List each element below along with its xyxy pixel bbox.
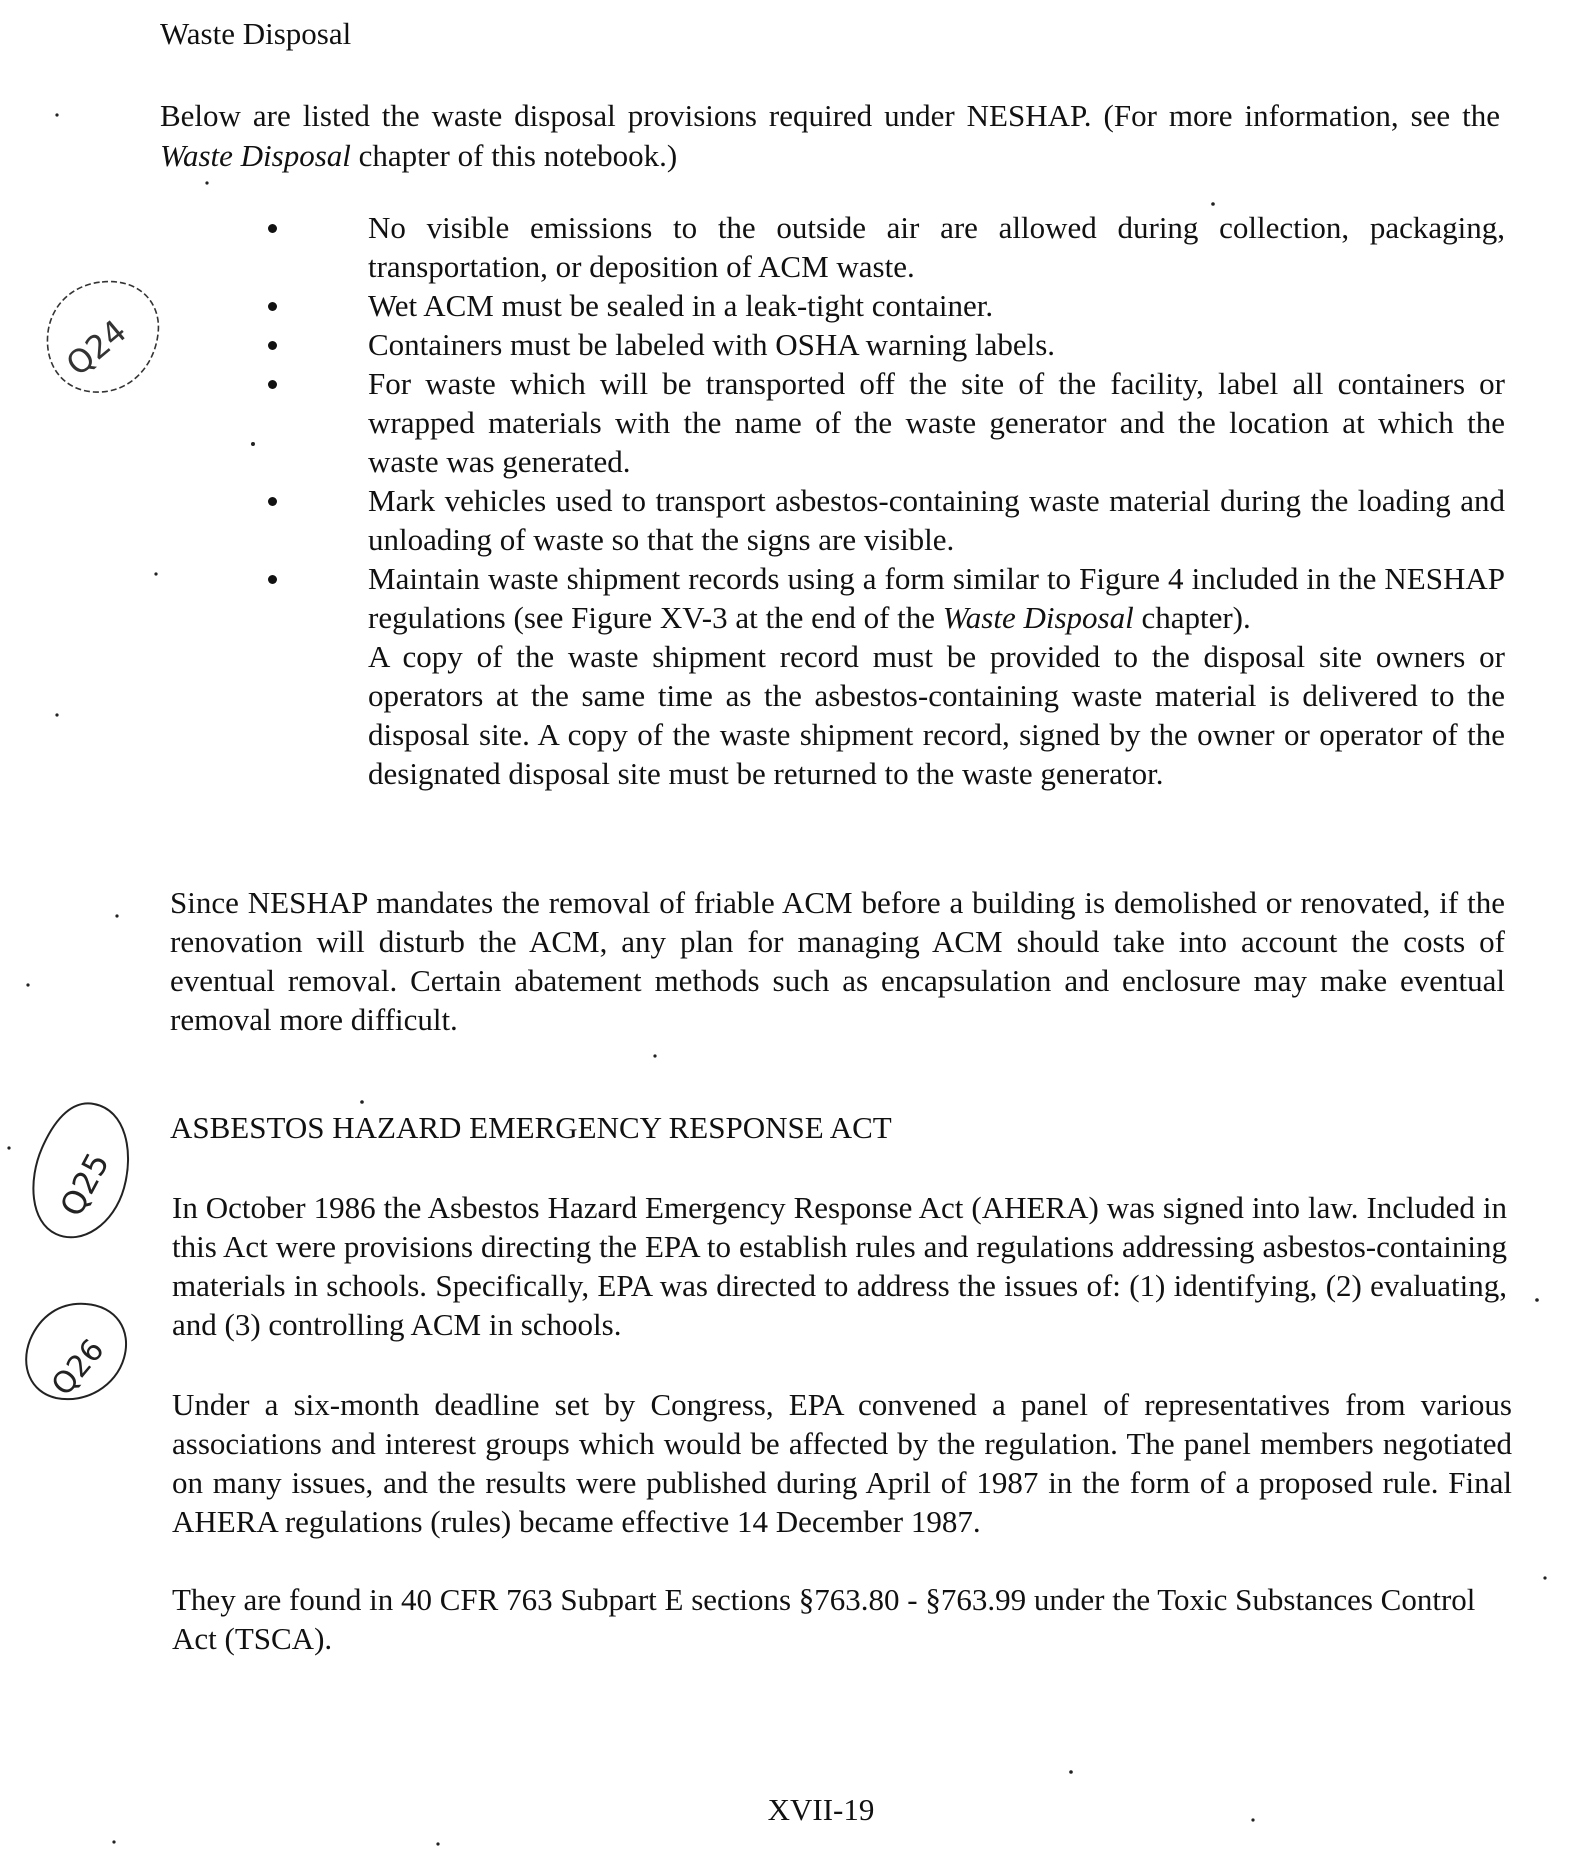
list-item-text: Containers must be labeled with OSHA warning labels. — [368, 327, 1056, 362]
six-month-deadline-paragraph: Under a six-month deadline set by Congress, EPA convened a panel of representatives from various associations and interest groups which would be affected by the regulation. The panel members negotiated on many issues, and the results were published during April of 1987 in the form of a proposed rule. Final AHERA regulations (rules) became effective 14 December 1987. — [172, 1387, 1512, 1539]
cfr-reference-paragraph: They are found in 40 CFR 763 Subpart E sections §763.80 - §763.99 under the Toxic Substances Control Act (TSCA). — [172, 1582, 1476, 1656]
annotation-label: Q25 — [52, 1146, 117, 1223]
section-title: Waste Disposal — [160, 16, 352, 51]
intro-emphasis: Waste Disposal — [160, 138, 351, 173]
october-1986-paragraph: In October 1986 the Asbestos Hazard Emergency Response Act (AHERA) was signed into law. Included in this Act were provisions directing the EPA to establish rules and regulations addressing asbestos-containing materials in schools. Specifically, EPA was directed to address the issues of: (1) identifying, (2) evaluating, and (3) controlling ACM in schools. — [172, 1190, 1507, 1342]
list-item-text-before: Maintain waste shipment records using a form similar to Figure 4 included in the NESHAP regulations (see Figure XV-3 at the end of the — [368, 561, 1505, 635]
intro-text-after: chapter of this notebook.) — [350, 138, 678, 173]
list-item-emphasis: Waste Disposal — [942, 600, 1134, 635]
intro-text-before: Below are listed the waste disposal provisions required under NESHAP. (For more information, see the — [160, 98, 1500, 133]
annotation-label: Q26 — [44, 1332, 112, 1403]
annotation-label: Q24 — [58, 311, 134, 384]
ahera-heading: ASBESTOS HAZARD EMERGENCY RESPONSE ACT — [170, 1110, 892, 1145]
list-item-text: Wet ACM must be sealed in a leak-tight container. — [368, 288, 994, 323]
list-item-text: For waste which will be transported off the site of the facility, label all containers or wrapped materials with the name of the waste generator and the location at which the waste was generated. — [368, 366, 1505, 479]
list-item-text-after: chapter). — [1133, 600, 1251, 635]
list-item-text: A copy of the waste shipment record must be provided to the disposal site owners or operators at the same time as the asbestos-containing waste material is delivered to the disposal site. A copy of the waste shipment record, signed by the owner or operator of the designated disposal site must be returned to the waste generator. — [368, 639, 1505, 791]
list-item-text: Mark vehicles used to transport asbestos-containing waste material during the loading and unloading of waste so that the signs are visible. — [368, 483, 1505, 557]
since-neshap-paragraph: Since NESHAP mandates the removal of friable ACM before a building is demolished or renovated, if the renovation will disturb the ACM, any plan for managing ACM should take into account the costs of eventual removal. Certain abatement methods such as encapsulation and enclosure may make eventual removal more difficult. — [170, 885, 1505, 1037]
page-number: XVII-19 — [767, 1792, 875, 1827]
list-item-text: No visible emissions to the outside air are allowed during collection, packaging, transportation, or deposition of ACM waste. — [368, 210, 1505, 284]
